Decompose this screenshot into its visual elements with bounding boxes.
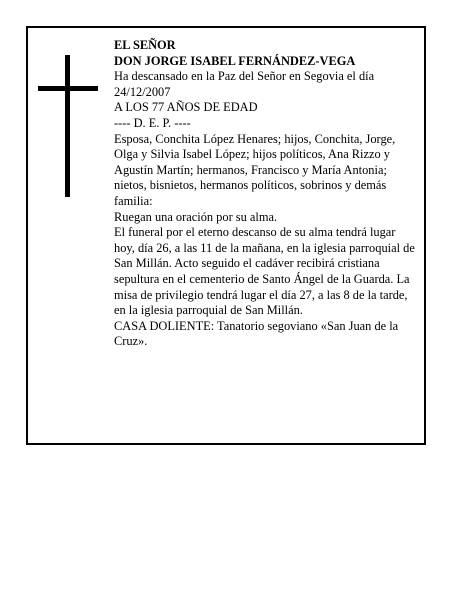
deceased-name: DON JORGE ISABEL FERNÁNDEZ-VEGA (114, 53, 356, 68)
cross-icon (38, 55, 98, 197)
cross-vertical-bar (65, 55, 70, 197)
rip-line: ---- D. E. P. ---- (114, 115, 191, 130)
title-line-1: EL SEÑOR (114, 38, 176, 52)
age-statement: A LOS 77 AÑOS DE EDAD (114, 100, 258, 115)
obituary-text (114, 38, 418, 350)
cross-horizontal-bar (38, 86, 98, 91)
death-statement: Ha descansado en la Paz del Señor en Segovia el día 24/12/2007 (114, 69, 375, 99)
mourning-house: CASA DOLIENTE: Tanatorio segoviano «San Juan de la Cruz». (114, 318, 399, 349)
funeral-details: El funeral por el eterno descanso de su alma tendrá lugar hoy, día 26, a las 11 de la mañana, en la iglesia parroquial de San Millán. Acto seguido el cadáver recibirá cristiana sepultura en el cementerio de Santo Ángel de la Guarda. La misa de privilegio tendrá lugar el día 27, a las 8 de la tarde, en la iglesia parroquial de San Millán. (114, 225, 415, 318)
prayer-request: Ruegan una oración por su alma. (114, 209, 278, 224)
family-list: Esposa, Conchita López Henares; hijos, Conchita, Jorge, Olga y Silvia Isabel López; hijos políticos, Ana Rizzo y Agustín Martín; hermanos, Francisco y María Antonia; nietos, bisnietos, hermanos políticos, sobrinos y demás familia: (114, 131, 396, 208)
